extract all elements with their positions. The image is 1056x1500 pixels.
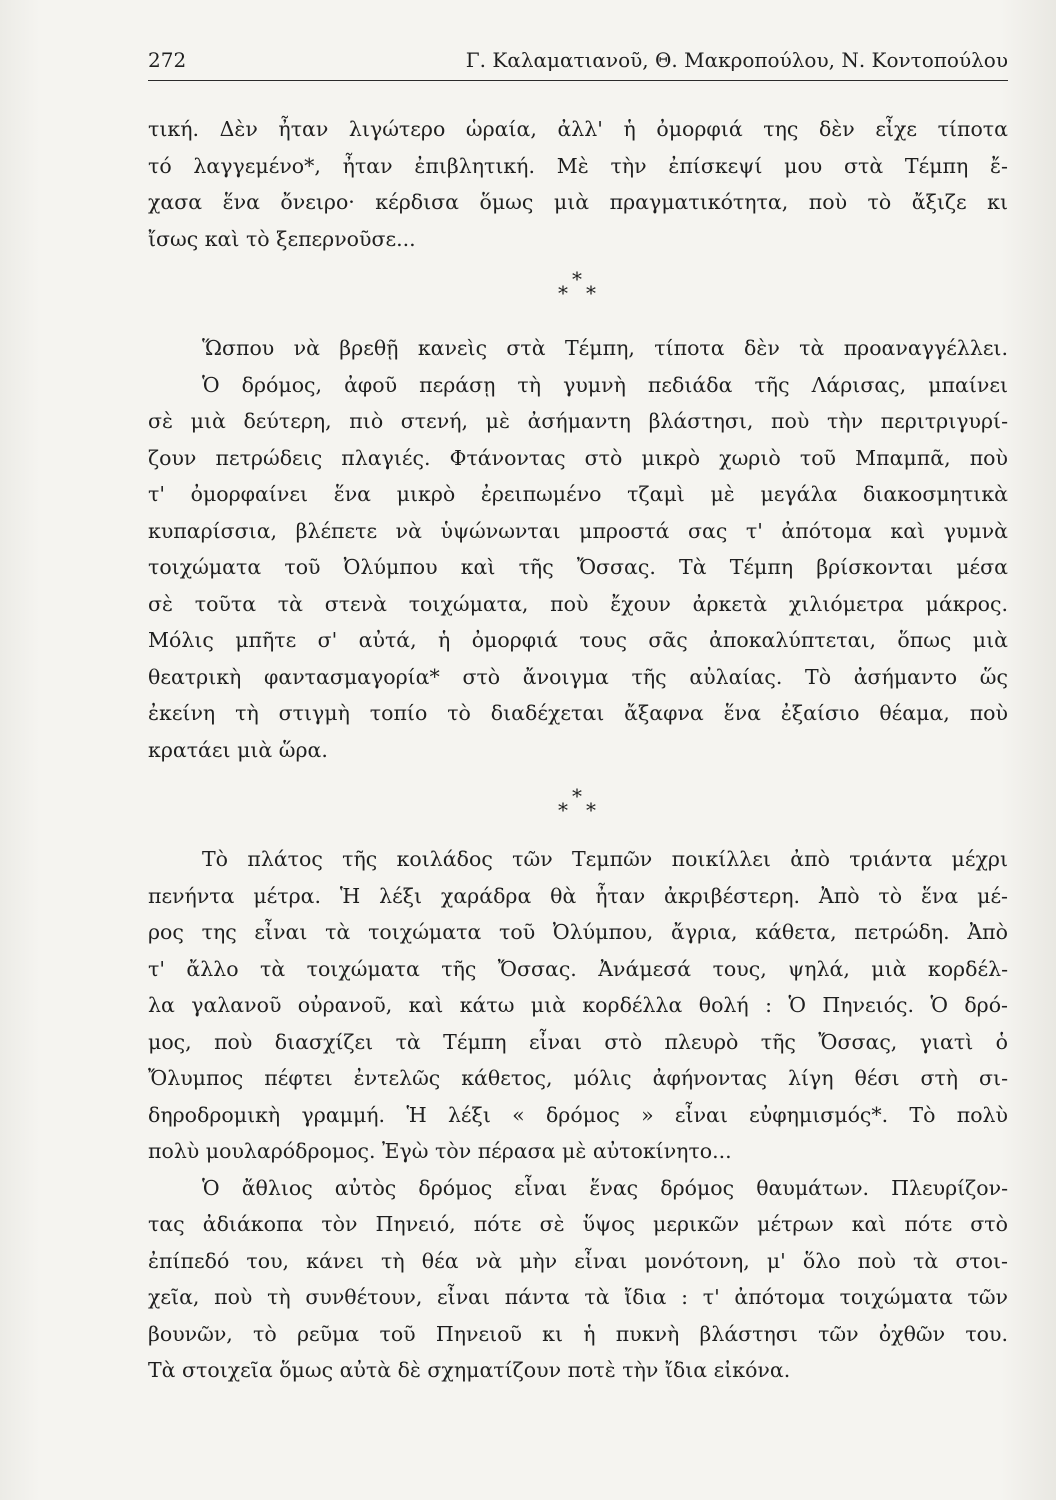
text-line: ζουν πετρώδεις πλαγιές. Φτάνοντας στὸ μικρὸ χωριὸ τοῦ Μπαμπᾶ, ποὺ xyxy=(148,445,1008,470)
text-line: βουνῶν, τὸ ρεῦμα τοῦ Πηνειοῦ κι ἡ πυκνὴ βλάστησι τῶν ὀχθῶν του. xyxy=(148,1321,1008,1346)
section-asterism xyxy=(148,768,1008,841)
text-line: λα γαλανοῦ οὐρανοῦ, καὶ κάτω μιὰ κορδέλλα θολή : Ὁ Πηνειός. Ὁ δρό- xyxy=(148,993,1008,1017)
body-text xyxy=(148,111,1008,1389)
text-line: τό λαγγεμένο*, ἦταν ἐπιβλητική. Μὲ τὴν ἐπίσκεψί μου στὰ Τέμπη ἔ- xyxy=(148,153,1008,178)
text-line: ἐπίπεδό του, κάνει τὴ θέα νὰ μὴν εἶναι μονότονη, μ' ὅλο ποὺ τὰ στοι- xyxy=(148,1248,1008,1273)
text-line: χεῖα, ποὺ τὴ συνθέτουν, εἶναι πάντα τὰ ἴδια : τ' ἀπότομα τοιχώματα τῶν xyxy=(148,1285,1008,1309)
header-rule xyxy=(148,80,1008,81)
text-line: σὲ μιὰ δεύτερη, πιὸ στενή, μὲ ἀσήμαντη βλάστησι, ποὺ τὴν περιτριγυρί- xyxy=(148,409,1008,433)
text-line: κρατάει μιὰ ὥρα. xyxy=(148,737,328,762)
text-line: Τὰ στοιχεῖα ὅμως αὐτὰ δὲ σχηματίζουν ποτὲ τὴν ἴδια εἰκόνα. xyxy=(148,1358,791,1382)
text-line: πενήντα μέτρα. Ἡ λέξι χαράδρα θὰ ἦταν ἀκριβέστερη. Ἀπὸ τὸ ἕνα μέ- xyxy=(148,883,1008,908)
text-line: Ὄλυμπος πέφτει ἐντελῶς κάθετος, μόλις ἀφήνοντας λίγη θέσι στὴ σι- xyxy=(148,1066,1008,1090)
text-line: τ' ἄλλο τὰ τοιχώματα τῆς Ὄσσας. Ἀνάμεσά τους, ψηλά, μιὰ κορδέλ- xyxy=(148,956,1008,981)
text-line: χασα ἕνα ὄνειρο· κέρδισα ὅμως μιὰ πραγματικότητα, ποὺ τὸ ἄξιζε κι xyxy=(148,190,1008,214)
text-line: τική. Δὲν ἦταν λιγώτερο ὡραία, ἀλλ' ἡ ὀμορφιά της δὲν εἶχε τίποτα xyxy=(148,117,1008,141)
text-line: πολὺ μουλαρόδρομος. Ἐγὼ τὸν πέρασα μὲ αὐτοκίνητο... xyxy=(148,1139,732,1163)
section-asterism xyxy=(148,257,1008,330)
text-line: τοιχώματα τοῦ Ὀλύμπου καὶ τῆς Ὄσσας. Τὰ Τέμπη βρίσκονται μέσα xyxy=(148,555,1008,579)
asterism-star: * xyxy=(558,798,568,822)
asterism-star: * xyxy=(558,281,568,305)
running-head-authors: Γ. Καλαματιανοῦ, Θ. Μακροπούλου, Ν. Κοντοπούλου xyxy=(465,48,1008,72)
text-line: τας ἀδιάκοπα τὸν Πηνειό, πότε σὲ ὕψος μερικῶν μέτρων καὶ πότε στὸ xyxy=(148,1212,1008,1236)
text-line: δηροδρομικὴ γραμμή. Ἡ λέξι « δρόμος » εἶναι εὐφημισμός*. Τὸ πολὺ xyxy=(148,1102,1008,1127)
text-line: σὲ τοῦτα τὰ στενὰ τοιχώματα, ποὺ ἔχουν ἀρκετὰ χιλιόμετρα μάκρος. xyxy=(148,591,1008,616)
asterism-star: * xyxy=(586,798,596,822)
text-line: Ὁ ἄθλιος αὐτὸς δρόμος εἶναι ἕνας δρόμος θαυμάτων. Πλευρίζον- xyxy=(202,1175,1008,1200)
text-line: κυπαρίσσια, βλέπετε νὰ ὑψώνωνται μπροστά σας τ' ἀπότομα καὶ γυμνὰ xyxy=(148,518,1008,543)
text-line: Ὥσπου νὰ βρεθῇ κανεὶς στὰ Τέμπη, τίποτα δὲν τὰ προαναγγέλλει. xyxy=(202,336,1008,360)
asterism-star: * xyxy=(572,784,582,808)
text-line: τ' ὀμορφαίνει ἕνα μικρὸ ἐρειπωμένο τζαμὶ μὲ μεγάλα διακοσμητικὰ xyxy=(148,482,1008,506)
asterism-star: * xyxy=(572,267,582,291)
asterism-star: * xyxy=(586,281,596,305)
text-line: Τὸ πλάτος τῆς κοιλάδος τῶν Τεμπῶν ποικίλλει ἀπὸ τριάντα μέχρι xyxy=(202,847,1008,871)
text-line: θεατρικὴ φαντασμαγορία* στὸ ἄνοιγμα τῆς αὐλαίας. Τὸ ἀσήμαντο ὥς xyxy=(148,664,1008,689)
text-line: μος, ποὺ διασχίζει τὰ Τέμπη εἶναι στὸ πλευρὸ τῆς Ὄσσας, γιατὶ ὁ xyxy=(148,1029,1008,1054)
running-head xyxy=(148,44,1008,76)
text-line: Ὁ δρόμος, ἀφοῦ περάσῃ τὴ γυμνὴ πεδιάδα τῆς Λάρισας, μπαίνει xyxy=(202,372,1008,397)
page-number: 272 xyxy=(148,48,187,72)
text-line: ἐκείνη τὴ στιγμὴ τοπίο τὸ διαδέχεται ἄξαφνα ἕνα ἐξαίσιο θέαμα, ποὺ xyxy=(148,701,1008,725)
text-line: ἴσως καὶ τὸ ξεπερνοῦσε... xyxy=(148,226,416,251)
text-line: ρος της εἶναι τὰ τοιχώματα τοῦ Ὀλύμπου, ἄγρια, κάθετα, πετρώδη. Ἀπὸ xyxy=(148,920,1008,944)
text-line: Μόλις μπῆτε σ' αὐτά, ἡ ὀμορφιά τους σᾶς ἀποκαλύπτεται, ὅπως μιὰ xyxy=(148,628,1008,652)
